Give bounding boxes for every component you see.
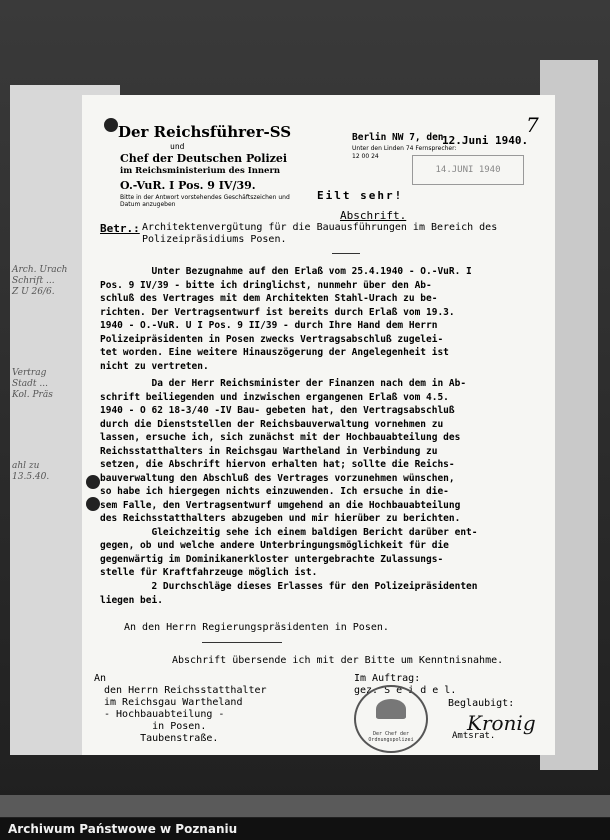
signed-by: Im Auftrag: gez. S e i d e l. [354, 673, 457, 696]
film-strip [0, 795, 610, 817]
address-block: den Herrn Reichsstatthalter im Reichsgau Wartheland - Hochbauabteilung - in Posen. Taubenstraße. [104, 685, 267, 744]
paragraph-1: Unter Bezugnahme auf den Erlaß vom 25.4.1940 - O.-VuR. I Pos. 9 IV/39 - bitte ich dringlichst, nunmehr über den Ab- schluß des Vertrages mit dem Architekten Stahl-Urach zu be- richten. Der Vertragsentwurf ist bereits durch Erlaß vom 19.3. 1940 - O.-VuR. U I Pos. 9 II/39 - durch Ihre Hand dem Herrn Polizeipräsidenten in Posen zwecks Vertragsabschluß zugelei- tet worden. Eine weitere Hinauszögerung der Angelegenheit ist nicht zu vertreten. [100, 266, 472, 372]
margin-note: Arch. Urach [12, 265, 68, 275]
margin-note: Schrift ... [12, 276, 55, 286]
certified-label: Beglaubigt: [448, 698, 515, 709]
signatory-title: Amtsrat. [452, 731, 496, 741]
page-number: 7 [526, 113, 539, 137]
received-stamp: 14.JUNI 1940 [412, 155, 524, 185]
margin-notes [12, 265, 92, 483]
subject-label: Betr.: [100, 222, 140, 235]
urgency-note: Eilt sehr! [317, 189, 404, 202]
handwritten-signature: Kronig [467, 711, 536, 735]
letterhead-ministry: im Reichsministerium des Innern [120, 166, 281, 176]
letterhead-title: Der Reichsführer-SS [118, 123, 292, 141]
subject-text: Architektenvergütung für die Bauausführungen im Bereich des Polizeipräsidiums Posen. [142, 222, 498, 245]
paragraph-2: Da der Herr Reichsminister der Finanzen nach dem in Ab- schrift beiliegenden und inzwischen ergangenen Erlaß vom 4.5. 1940 - O 62 18-3/40 -IV Bau- gebeten hat, den Vertragsabschluß durch die Dienststellen der Reichsbauverwaltung vornehmen zu lassen, ersuche ich, sich zunächst mit der Hochbauabteilung des Reichsstatthalters in Reichsgau Wartheland in Verbindung zu setzen, die Abschrift hiervon erhalten hat; sollte die Reichs- bauverwaltung den Abschluß des Vertrages vorzunehmen wünschen, so habe ich hiergegen nichts einzuwenden. Ich ersuche in die- sem Falle, den Vertragsentwurf umgehend an die Hochbauabteilung des Reichsstatthalters abzugeben und mir hierüber zu berichten. Gleichzeitig sehe ich einem baldigen Bericht darüber ent- gegen, ob und welche andere Unterbringungsmöglichkeit für die gegenwärtig im Dominikanerkloster untergebrachte Zulassungs- stelle für Kraftfahrzeuge möglich ist. [100, 378, 478, 578]
to-label: An [94, 673, 107, 684]
letterhead-und: und [170, 142, 185, 151]
official-seal [354, 685, 428, 753]
divider [332, 253, 360, 254]
margin-note: ahl zu [12, 461, 40, 471]
eagle-icon [376, 699, 406, 719]
copy-note: Abschrift übersende ich mit der Bitte um Kenntnisnahme. [172, 655, 504, 666]
document-page [82, 95, 555, 755]
recipient: An den Herrn Regierungspräsidenten in Posen. [124, 622, 389, 633]
seal-text: Der Chef der Ordnungspolizei [368, 731, 414, 743]
margin-note: 13.5.40. [12, 472, 50, 482]
archive-footer: Archiwum Państwowe w Poznaniu [0, 818, 610, 840]
paragraph-3: 2 Durchschläge dieses Erlasses für den Polizeipräsidenten liegen bei. [100, 581, 478, 606]
letterhead-subtitle: Chef der Deutschen Polizei [120, 152, 288, 165]
punch-hole [104, 118, 118, 132]
punch-hole [86, 497, 100, 511]
copy-label: Abschrift. [340, 209, 407, 222]
margin-note: Z U 26/6. [12, 287, 55, 297]
margin-note: Kol. Präs [12, 390, 53, 400]
margin-note: Stadt ... [12, 379, 48, 389]
divider [202, 642, 282, 643]
place: Berlin NW 7, den [352, 132, 444, 143]
margin-note: Vertrag [12, 368, 47, 378]
place-detail: Unter den Linden 74 Fernsprecher: 12 00 24 [352, 145, 457, 160]
reference-note: Bitte in der Antwort vorstehendes Geschäftszeichen und Datum anzugeben [120, 194, 290, 208]
date: 12.Juni 1940. [442, 134, 529, 147]
reference-number: O.-VuR. I Pos. 9 IV/39. [120, 179, 256, 192]
